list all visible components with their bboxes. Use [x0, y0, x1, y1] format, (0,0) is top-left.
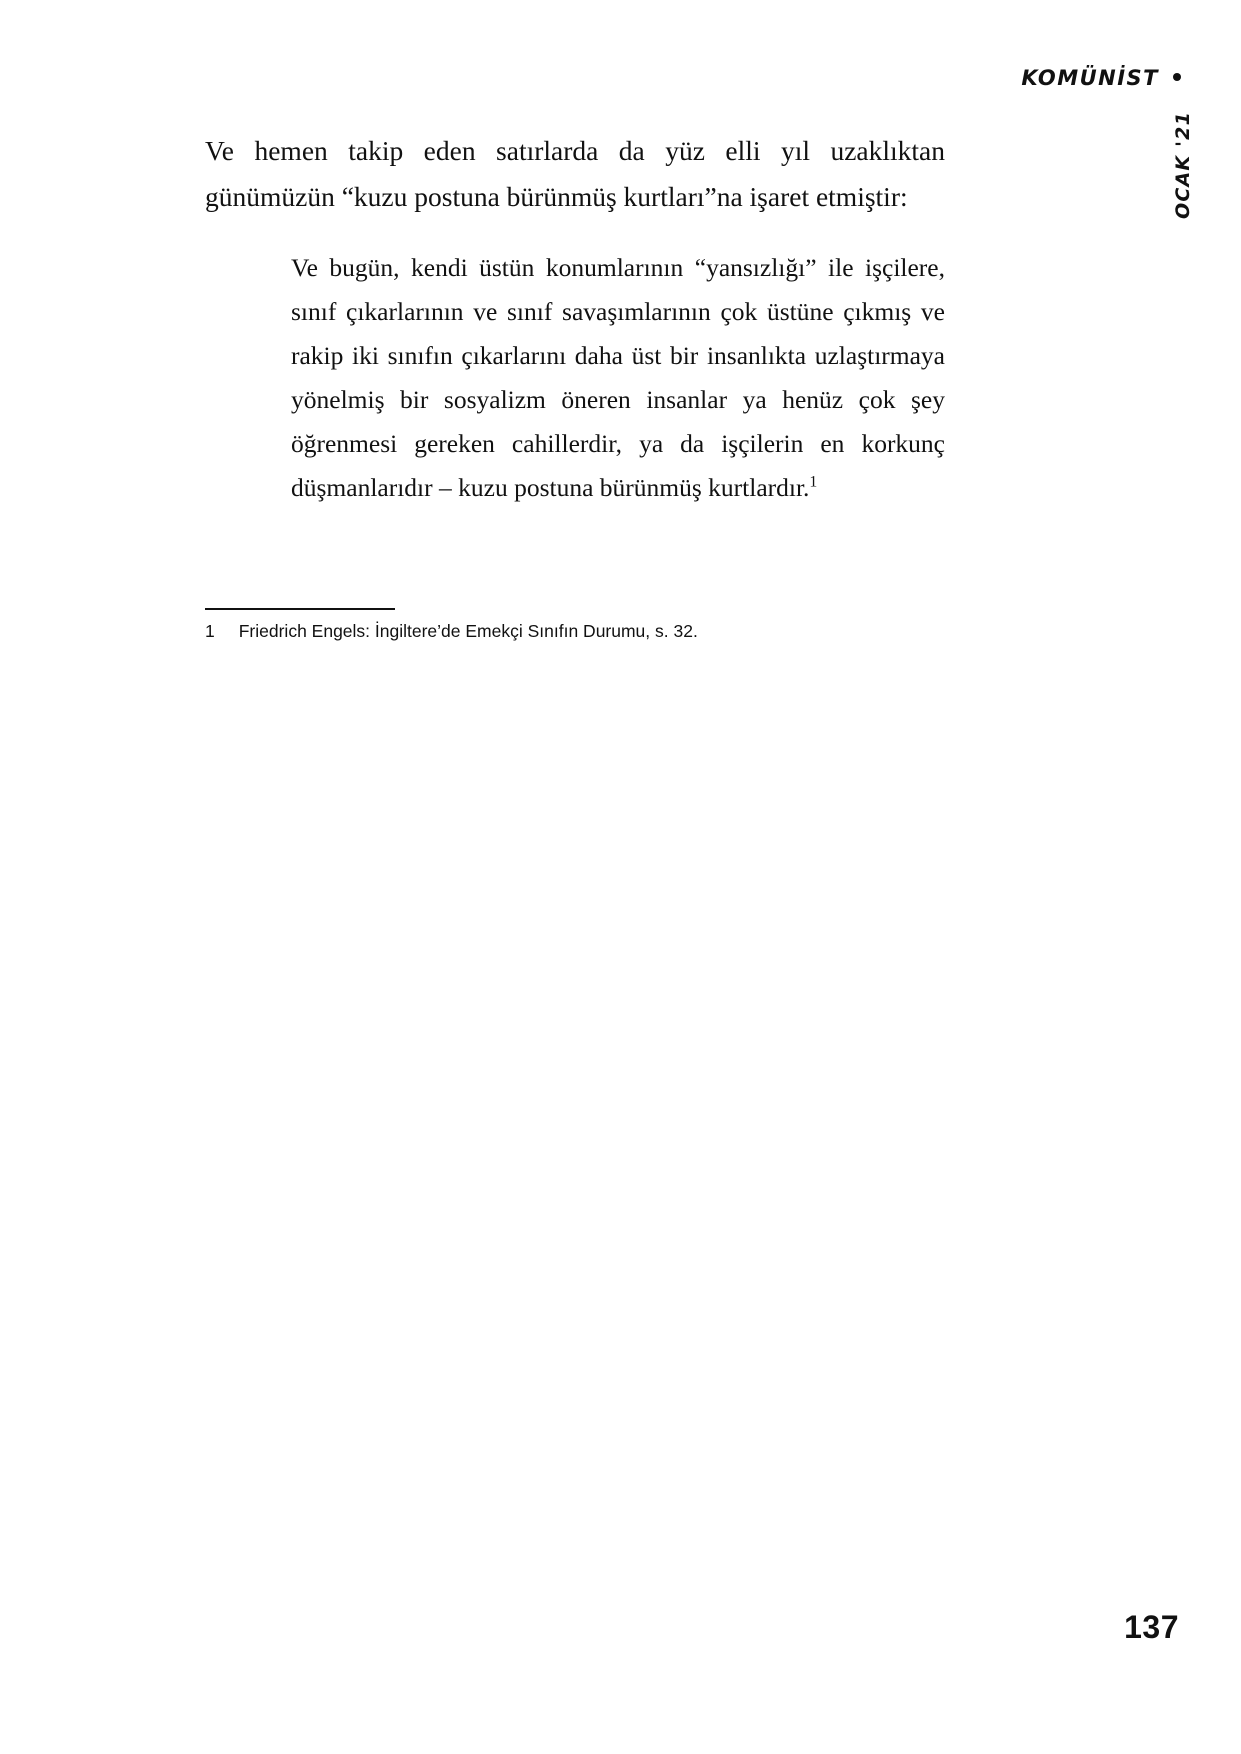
running-head-title: KOMÜNİST	[1021, 66, 1159, 90]
bullet-icon	[1173, 73, 1181, 81]
blockquote-body: Ve bugün, kendi üstün konumlarının “yansızlığı” ile işçilere, sınıf çıkarlarının ve sınıf savaşımlarının çok üstüne çıkmış ve rakip iki sınıfın çıkarlarını daha üst bir insanlıkta uzlaştırmaya yönelmiş bir sosyalizm öneren insanlar ya henüz çok şey öğrenmesi gereken cahillerdir, ya da işçilerin en korkunç düşmanlarıdır – kuzu postuna bürünmüş kurtlardır.	[291, 253, 945, 502]
page-number: 137	[1124, 1609, 1179, 1645]
running-head-date-label: OCAK '21	[1172, 111, 1194, 219]
footnote	[205, 618, 945, 644]
footnote-number: 1	[205, 621, 215, 641]
footnote-marker: 1	[809, 473, 818, 491]
blockquote	[291, 246, 945, 510]
intro-paragraph: Ve hemen takip eden satırlarda da yüz elli yıl uzaklıktan günümüzün “kuzu postuna bürünmüş kurtları”na işaret etmiştir:	[205, 135, 945, 212]
running-head	[981, 58, 1181, 98]
running-head-date	[1147, 104, 1194, 224]
footnote-text: Friedrich Engels: İngiltere’de Emekçi Sınıfın Durumu, s. 32.	[238, 621, 698, 641]
blockquote-text	[291, 246, 945, 510]
footnote-separator	[205, 608, 395, 610]
page-body	[205, 128, 945, 510]
